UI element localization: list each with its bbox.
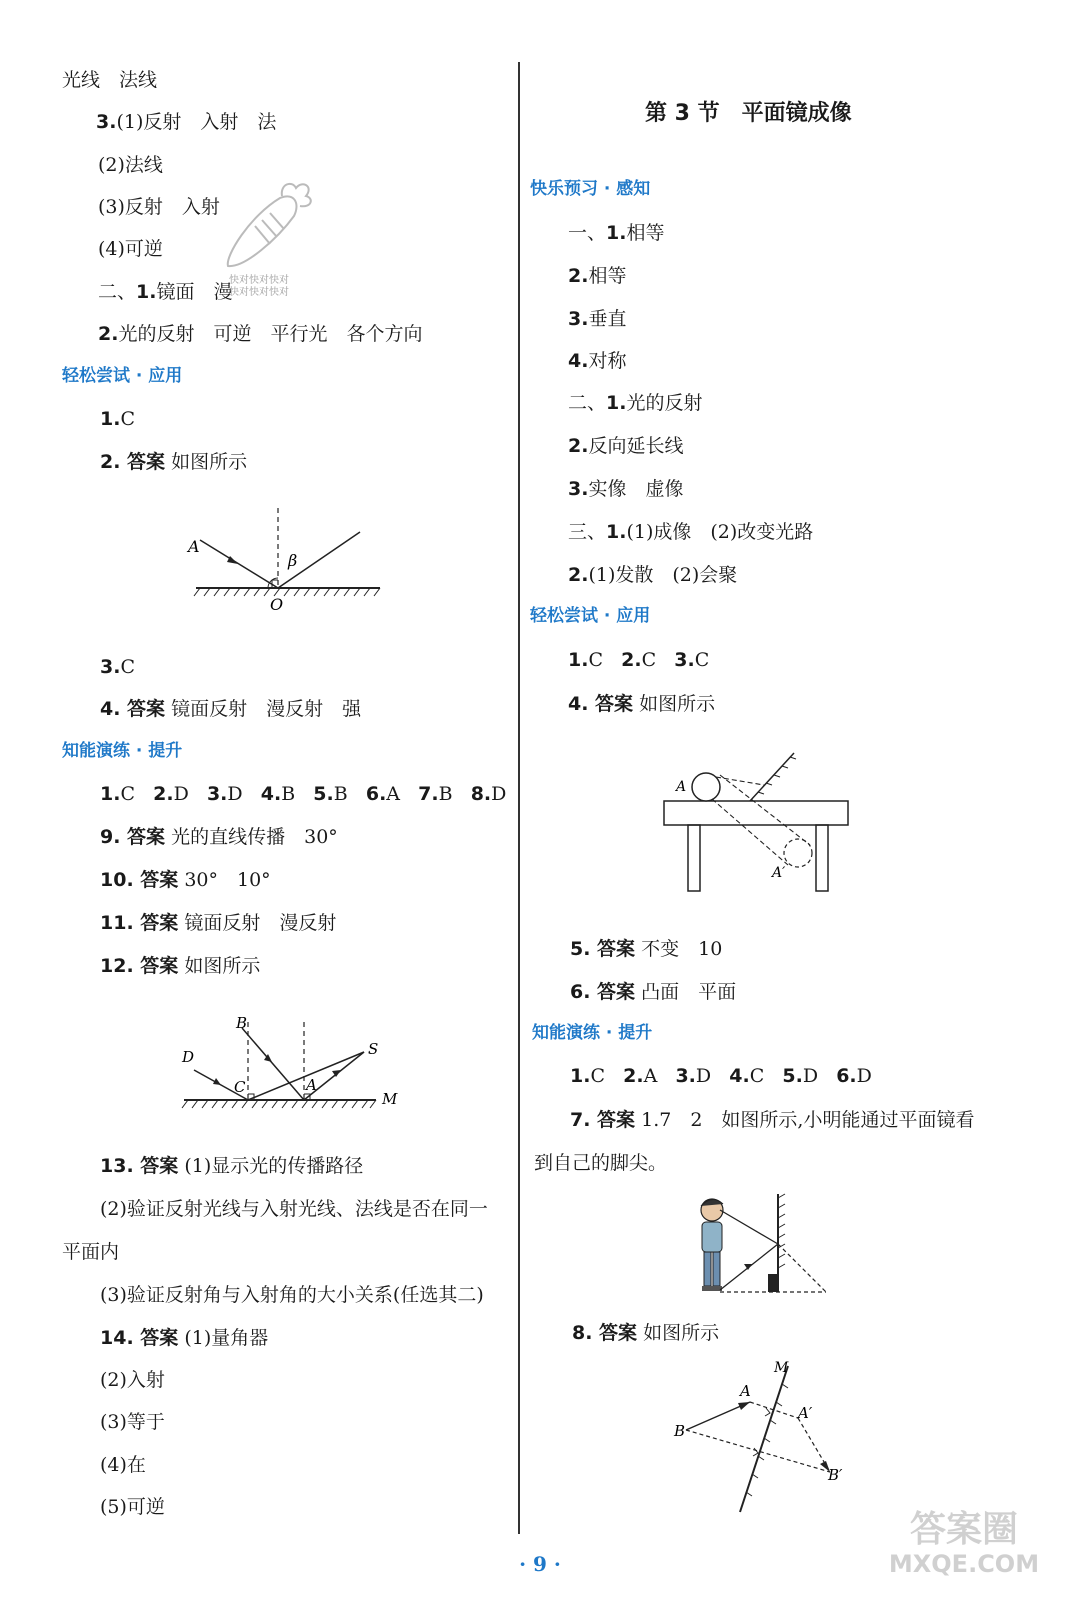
answer-line: 4.对称 [568,350,627,372]
point-b-label: B [236,1014,248,1032]
point-a-prime-label: A′ [798,1404,813,1422]
answer-line: 二、1.光的反射 [568,392,703,414]
point-o-label: O [270,595,284,614]
section-heading: 知能演练 · 提升 [532,1023,653,1043]
section-heading: 轻松尝试 · 应用 [62,366,183,386]
answer-line: 一、1.相等 [568,222,665,244]
point-s-label: S [368,1040,379,1058]
point-b-prime-label: B′ [828,1466,843,1484]
point-a-label: A [188,537,200,556]
sticker-text: 快对快对快对 快对快对快对 [229,275,289,298]
answer-line: (3)反射 入射 [98,196,220,218]
section-heading: 快乐预习 · 感知 [530,179,651,199]
answer-line: (2)法线 [98,154,163,176]
answer-line: 平面内 [62,1241,120,1263]
answer-line: 到自己的脚尖。 [534,1152,668,1174]
answer-line: 2. 答案 如图所示 [100,451,248,473]
answer-line: 9. 答案 光的直线传播 30° [100,826,338,848]
answer-line: 3.实像 虚像 [568,478,684,500]
answer-line: 2.光的反射 可逆 平行光 各个方向 [98,323,423,345]
point-a-label: A [306,1076,317,1094]
answer-line: 2.相等 [568,265,627,287]
answer-line: 5. 答案 不变 10 [570,938,723,960]
answer-line: 三、1.(1)成像 (2)改变光路 [568,521,814,543]
table-mirror-diagram [660,745,860,895]
answer-line: 2.(1)发散 (2)会聚 [568,564,738,586]
mc-answers: 1.C 2.D 3.D 4.B 5.B 6.A 7.B 8.D [100,783,507,805]
reflection-diagram-2 [176,1008,416,1118]
answer-line: 6. 答案 凸面 平面 [570,981,737,1003]
point-m-label: M [382,1090,398,1108]
answer-line: (5)可逆 [100,1496,165,1518]
answer-line: 光线 法线 [62,69,158,91]
plane-mirror-image-diagram [670,1358,860,1518]
section-heading: 知能演练 · 提升 [62,741,183,761]
point-b-label: B [674,1422,686,1440]
answer-line: 3.(1)反射 入射 法 [96,111,277,133]
answer-line: 二、1.镜面 漫 [98,281,233,303]
section-title: 第 3 节 平面镜成像 [645,101,852,126]
beta-label: β [288,551,298,570]
mc-answers: 1.C 2.A 3.D 4.C 5.D 6.D [570,1065,872,1087]
answer-line: 12. 答案 如图所示 [100,955,261,977]
answer-line: (2)验证反射光线与入射光线、法线是否在同一 [100,1198,488,1220]
answer-line: 14. 答案 (1)量角器 [100,1327,269,1349]
answer-line: 8. 答案 如图所示 [572,1322,720,1344]
answer-line: 1.C [100,408,135,430]
person-mirror-diagram [690,1190,835,1300]
answer-line: (4)可逆 [98,238,163,260]
answer-line: (3)等于 [100,1411,165,1433]
point-a-prime-label: A′ [772,865,786,881]
point-m-label: M [774,1360,789,1376]
answer-line: 10. 答案 30° 10° [100,869,271,891]
answer-line: 4. 答案 镜面反射 漫反射 强 [100,698,362,720]
answer-line: (3)验证反射角与入射角的大小关系(任选其二) [100,1284,484,1306]
point-d-label: D [182,1048,195,1066]
answer-line: 2.反向延长线 [568,435,684,457]
page-number: · 9 · [519,1552,561,1576]
answer-line: (4)在 [100,1454,146,1476]
answer-line: 13. 答案 (1)显示光的传播路径 [100,1155,364,1177]
answer-line: 4. 答案 如图所示 [568,693,716,715]
answer-line: 7. 答案 1.7 2 如图所示,小明能通过平面镜看 [570,1109,975,1131]
section-heading: 轻松尝试 · 应用 [530,606,651,626]
mc-answers: 1.C 2.C 3.C [568,649,710,671]
column-divider [518,62,520,1534]
carrot-sticker-icon [220,176,320,286]
answer-line: 11. 答案 镜面反射 漫反射 [100,912,337,934]
watermark: 答案圈 MXQE.COM [888,1509,1040,1578]
point-c-label: C [234,1078,246,1096]
answer-line: 3.垂直 [568,308,627,330]
point-a-label: A [740,1382,751,1400]
answer-line: (2)入射 [100,1369,165,1391]
point-a-label: A [676,779,687,795]
answer-line: 3.C [100,656,135,678]
reflection-diagram-1 [180,500,390,620]
